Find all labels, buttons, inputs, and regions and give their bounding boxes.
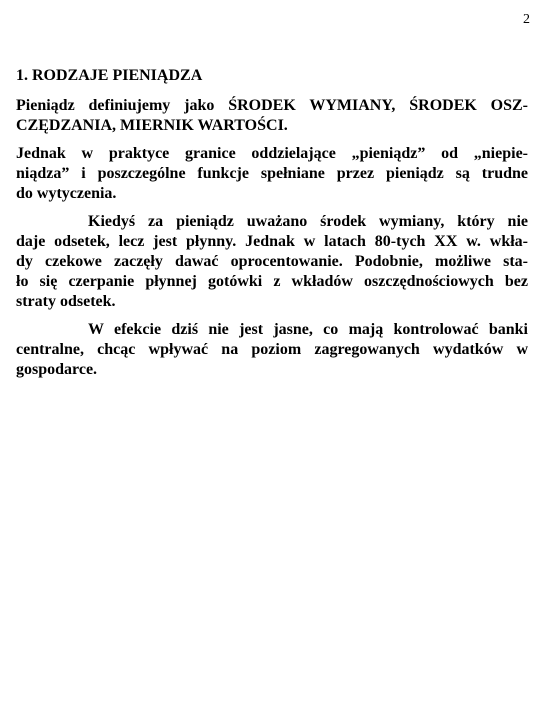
text-line: daje odsetek, lecz jest płynny. Jednak w latach 80-tych XX w. wkła- [16, 233, 528, 250]
text-line: CZĘDZANIA, MIERNIK WARTOŚCI. [16, 117, 288, 134]
paragraph-history [16, 212, 528, 312]
section-heading: 1. RODZAJE PIENIĄDZA [16, 67, 203, 84]
text-line: ło się czerpanie płynnej gotówki z wkładów oszczędnościowych bez [16, 273, 528, 290]
text-line: Kiedyś za pieniądz uważano środek wymiany, który nie [88, 213, 528, 230]
page-number: 2 [523, 12, 530, 27]
text-line: Jednak w praktyce granice oddzielające „pieniądz” od „niepie- [16, 145, 528, 162]
paragraph-conclusion [16, 320, 528, 380]
text-line: dy czekowe zaczęły dawać oprocentowanie. Podobnie, możliwe sta- [16, 253, 528, 270]
text-line: do wytyczenia. [16, 185, 117, 202]
text-line: straty odsetek. [16, 293, 116, 310]
document-body [16, 66, 528, 388]
text-line: Pieniądz definiujemy jako ŚRODEK WYMIANY, ŚRODEK OSZ- [16, 97, 528, 114]
text-line: niądza” i poszczególne funkcje spełniane przez pieniądz są trudne [16, 165, 528, 182]
paragraph-definition [16, 96, 528, 136]
text-line: gospodarce. [16, 361, 98, 378]
text-line: W efekcie dziś nie jest jasne, co mają kontrolować banki [88, 321, 528, 338]
text-line: centralne, chcąc wpływać na poziom zagregowanych wydatków w [16, 341, 528, 358]
paragraph-boundaries [16, 144, 528, 204]
